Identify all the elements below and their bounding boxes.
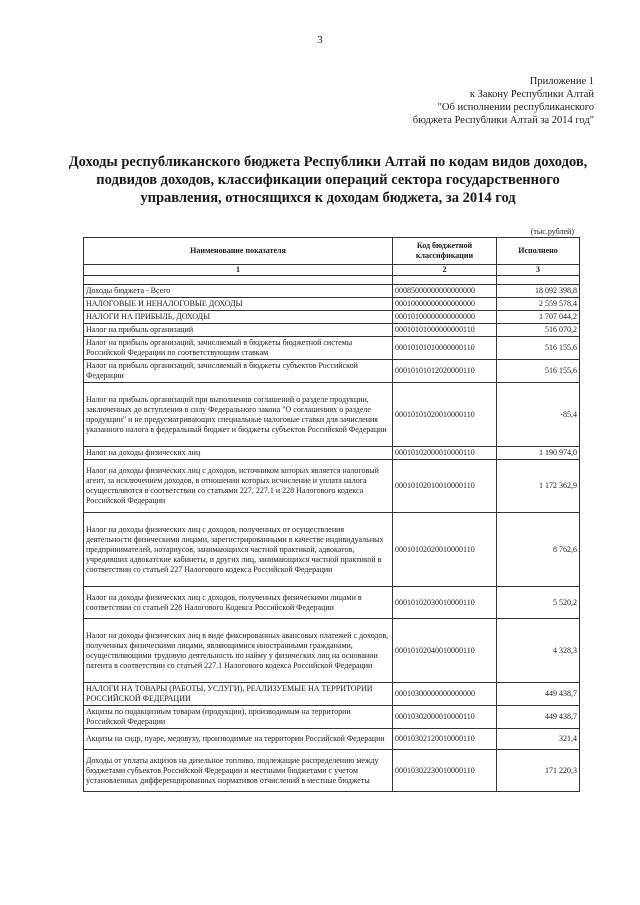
row-name-cell: НАЛОГИ НА ТОВАРЫ (РАБОТЫ, УСЛУГИ), РЕАЛИЗУЕМЫЕ НА ТЕРРИТОРИИ РОССИЙСКОЙ ФЕДЕРАЦИИ: [84, 683, 393, 706]
table-row: [84, 750, 580, 792]
row-value-cell: 4 328,3: [497, 619, 580, 683]
row-value-cell: 449 438,7: [497, 706, 580, 729]
appendix-line: к Закону Республики Алтай: [469, 89, 594, 100]
row-value-cell: 516 070,2: [497, 324, 580, 337]
table-row: [84, 383, 580, 447]
header-value: Исполнено: [497, 238, 580, 265]
row-code-cell: 00010302120010000110: [393, 729, 497, 750]
table-row: [84, 360, 580, 383]
row-code-cell: 00010300000000000000: [393, 683, 497, 706]
appendix-line: Приложение 1: [529, 76, 594, 87]
row-name-cell: Акцизы на сидр, пуаре, медовуху, производимые на территории Российской Федерации: [84, 729, 393, 750]
row-code-cell: 00010302000010000110: [393, 706, 497, 729]
row-value-cell: 1 172 362,9: [497, 460, 580, 513]
table-row: [84, 513, 580, 587]
row-code-cell: 00010102040010000110: [393, 619, 497, 683]
row-value-cell: 8 762,6: [497, 513, 580, 587]
table-row: [84, 324, 580, 337]
row-value-cell: 2 559 578,4: [497, 298, 580, 311]
table-row: [84, 311, 580, 324]
row-value-cell: 1 707 044,2: [497, 311, 580, 324]
row-name-cell: Доходы бюджета - Всего: [84, 285, 393, 298]
row-code-cell: 00010100000000000000: [393, 311, 497, 324]
row-code-cell: 00010101010000000110: [393, 337, 497, 360]
row-name-cell: Налог на прибыль организаций: [84, 324, 393, 337]
row-name-cell: НАЛОГОВЫЕ И НЕНАЛОГОВЫЕ ДОХОДЫ: [84, 298, 393, 311]
row-value-cell: 516 155,6: [497, 360, 580, 383]
row-name-cell: Налог на доходы физических лиц с доходов, источником которых является налоговый агент, за исключением доходов, в отношении которых исчисление и уплата налога осуществляются в соответствии со статьями 227, 227.1 и 228 Налогового кодекса Российской Федерации: [84, 460, 393, 513]
row-value-cell: 449 438,7: [497, 683, 580, 706]
table-row: [84, 460, 580, 513]
table-row: [84, 285, 580, 298]
row-code-cell: 00010102020010000110: [393, 513, 497, 587]
appendix-line: бюджета Республики Алтай за 2014 год": [412, 115, 594, 126]
row-code-cell: 00010102030010000110: [393, 587, 497, 619]
row-value-cell: 321,4: [497, 729, 580, 750]
row-code-cell: 00010101012020000110: [393, 360, 497, 383]
header-code: Код бюджетной классификации: [393, 238, 497, 265]
table-row: [84, 447, 580, 460]
header-name: Наименование показателя: [84, 238, 393, 265]
row-name-cell: Налог на прибыль организаций, зачисляемый в бюджеты субъектов Российской Федерации: [84, 360, 393, 383]
index-cell: 1: [84, 265, 393, 276]
table-row: [84, 619, 580, 683]
appendix-note: [413, 75, 594, 127]
table-row: [84, 337, 580, 360]
table-row: [84, 706, 580, 729]
row-value-cell: 1 190 974,0: [497, 447, 580, 460]
row-code-cell: 00085000000000000000: [393, 285, 497, 298]
row-value-cell: 18 092 398,8: [497, 285, 580, 298]
units-label: (тыс.рублей): [530, 227, 574, 236]
row-name-cell: Налог на доходы физических лиц: [84, 447, 393, 460]
row-name-cell: Налог на прибыль организаций, зачисляемый в бюджеты бюджетной системы Российской Федерации по соответствующим ставкам: [84, 337, 393, 360]
row-name-cell: НАЛОГИ НА ПРИБЫЛЬ, ДОХОДЫ: [84, 311, 393, 324]
row-value-cell: 516 155,6: [497, 337, 580, 360]
revenue-table: [83, 237, 580, 792]
row-name-cell: Налог на доходы физических лиц в виде фиксированных авансовых платежей с доходов, полученных физическими лицами, являющимися иностранными гражданами, осуществляющими трудовую деятельность по найму у физических лиц на основании патента в соответствии со статьей 227.1 Налогового кодекса Российской Федерации: [84, 619, 393, 683]
appendix-line: "Об исполнении республиканского: [437, 102, 594, 113]
table-body: [84, 276, 580, 792]
index-cell: 2: [393, 265, 497, 276]
row-name-cell: Налог на доходы физических лиц с доходов, полученных физическими лицами в соответствии со статьей 228 Налогового Кодекса Российской Федерации: [84, 587, 393, 619]
table-row: [84, 298, 580, 311]
index-cell: 3: [497, 265, 580, 276]
row-code-cell: 00010000000000000000: [393, 298, 497, 311]
row-name-cell: Доходы от уплаты акцизов на дизельное топливо, подлежащие распределению между бюджетами субъектов Российской Федерации и местными бюджетами с учетом установленных дифференцированных нормативов отчислений в местные бюджеты: [84, 750, 393, 792]
row-name-cell: Акцизы по подакцизным товарам (продукции), производимым на территории Российской Федерации: [84, 706, 393, 729]
page-number: 3: [317, 34, 323, 46]
row-name-cell: Налог на доходы физических лиц с доходов, полученных от осуществления деятельности физическими лицами, зарегистрированными в качестве индивидуальных предпринимателей, нотариусов, занимающихся частной практикой, адвокатов, учредивших адвокатские кабинеты, и других лиц, занимающихся частной практикой в соответствии со статьей 227 Налогового кодекса Российской Федерации: [84, 513, 393, 587]
row-code-cell: 00010101000000000110: [393, 324, 497, 337]
table-row: [84, 729, 580, 750]
row-code-cell: 00010101020010000110: [393, 383, 497, 447]
row-value-cell: 171 220,3: [497, 750, 580, 792]
row-code-cell: 00010102000010000110: [393, 447, 497, 460]
row-name-cell: Налог на прибыль организаций при выполнении соглашений о разделе продукции, заключенных до вступления в силу Федерального закона "О соглашениях о разделе продукции" и не предусматривающих специальные налоговые ставки для зачисления указанного налога в федеральный бюджет и бюджеты субъектов Российской Федерации: [84, 383, 393, 447]
row-code-cell: 00010302230010000110: [393, 750, 497, 792]
row-value-cell: 5 520,2: [497, 587, 580, 619]
table-row: [84, 587, 580, 619]
row-value-cell: -85,4: [497, 383, 580, 447]
table-row: [84, 683, 580, 706]
row-code-cell: 00010102010010000110: [393, 460, 497, 513]
document-title: Доходы республиканского бюджета Республики Алтай по кодам видов доходов, подвидов доходов, классификации операций сектора государственного управления, относящихся к доходам бюджета, за 2014 год: [68, 154, 588, 206]
